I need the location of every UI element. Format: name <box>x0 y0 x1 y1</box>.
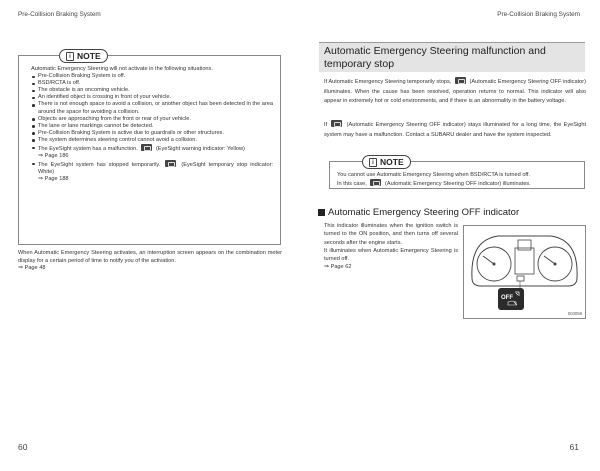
list-item: The obstacle is an oncoming vehicle. <box>31 87 273 94</box>
paragraph-text: (Automatic Emergency Steering OFF indicator) illuminates. When the cause has been resolved, operation returns to normal. This indicator will also appear in extremely hot or cold environments, and if there is an abnormality in the battery voltage. <box>324 79 586 104</box>
page-reference <box>31 176 273 183</box>
aes-off-indicator-icon <box>455 77 466 84</box>
paragraph-text: When Automatic Emergency Steering activates, an interruption screen appears on the combination meter display for a certain period of time to notify you of the activation. <box>18 250 282 264</box>
list-item-malfunction <box>31 144 273 153</box>
note-text: (Automatic Emergency Steering OFF indicator) illuminates. <box>384 181 531 188</box>
note-list <box>31 73 273 183</box>
section-heading-off-indicator <box>318 207 519 218</box>
paragraph-text: If Automatic Emergency Steering temporarily stops, <box>324 79 452 85</box>
off-indicator-description <box>324 222 458 272</box>
page-ref-text: Page 188 <box>44 176 69 183</box>
note-box-left <box>18 51 281 245</box>
note-icon: i <box>369 158 377 167</box>
section-heading-malfunction: Automatic Emergency Steering malfunction and temporary stop <box>319 42 585 72</box>
page-reference <box>31 153 273 160</box>
list-item: There is not enough space to avoid a collision, or another object has been detected in the area around the space for avoiding a collision. <box>31 101 273 115</box>
note-label: NOTE <box>380 157 404 167</box>
paragraph-text: If <box>324 122 328 128</box>
page-ref-text: Page 62 <box>330 264 352 271</box>
aes-off-indicator-icon <box>370 179 381 186</box>
page-ref-text: Page 48 <box>24 265 46 272</box>
heading-square-icon <box>318 209 325 216</box>
paragraph-text: (Automatic Emergency Steering OFF indicator) stays illuminated for a long time, the EyeSight system may have a malfunction. Contact a SUBARU dealer and have the system inspected. <box>324 122 587 138</box>
page-reference <box>324 263 458 271</box>
malfunction-paragraph-1 <box>324 77 586 107</box>
page-ref-text: Page 186 <box>44 153 69 160</box>
combination-meter-figure <box>463 225 586 319</box>
item-text: The EyeSight system has a malfunction. <box>38 146 138 153</box>
heading-text: Automatic Emergency Steering OFF indicator <box>328 207 520 218</box>
description-text: This indicator illuminates when the ignition switch is turned to the ON position, and then turns off several seconds after the engine starts. <box>324 223 458 246</box>
list-item: The lane or lane markings cannot be detected. <box>31 123 273 130</box>
note-intro: Automatic Emergency Steering will not activate in the following situations. <box>31 66 213 72</box>
aes-off-indicator-icon <box>331 120 342 127</box>
running-head-right: Pre-Collision Braking System <box>497 11 580 18</box>
figure-code: S04059 <box>567 311 582 316</box>
note-box-right <box>329 157 585 189</box>
list-item-stopped <box>31 160 273 176</box>
list-item: Objects are approaching from the front or rear of your vehicle. <box>31 116 273 123</box>
item-text: (EyeSight warning indicator: Yellow) <box>155 146 245 153</box>
arrow-icon: ⇒ <box>38 153 44 160</box>
list-item: Pre-Collision Braking System is active due to guardrails or other structures. <box>31 130 273 137</box>
note-label: NOTE <box>77 51 101 61</box>
note-line: You cannot use Automatic Emergency Steering when BSD/RCTA is turned off. <box>337 172 530 178</box>
note-body <box>31 66 273 184</box>
note-tab <box>362 155 411 169</box>
note-line <box>337 179 583 188</box>
eyesight-warning-indicator-icon <box>141 144 152 151</box>
note-text: In this case, <box>337 181 367 188</box>
item-text: (EyeSight temporary stop indicator: White) <box>38 162 273 176</box>
list-item: Pre-Collision Braking System is off. <box>31 73 273 80</box>
item-text: The EyeSight system has stopped temporarily. <box>38 162 161 169</box>
list-item: An identified object is crossing in front of your vehicle. <box>31 94 273 101</box>
list-item: BSD/RCTA is off. <box>31 80 273 87</box>
note-tab <box>59 49 108 63</box>
arrow-icon: ⇒ <box>18 265 24 272</box>
malfunction-paragraph-2 <box>324 120 586 140</box>
running-head-left: Pre-Collision Braking System <box>18 11 101 18</box>
arrow-icon: ⇒ <box>38 176 44 183</box>
arrow-icon: ⇒ <box>324 264 330 271</box>
page-number-left: 60 <box>18 442 28 452</box>
page-number-right: 61 <box>569 442 579 452</box>
eyesight-temporary-stop-indicator-icon <box>165 160 176 167</box>
off-indicator-label: OFF <box>501 295 513 301</box>
note-body <box>337 171 583 188</box>
description-text: It illuminates when Automatic Emergency Steering is turned off. <box>324 247 458 263</box>
note-icon: i <box>66 52 74 61</box>
combination-meter-illustration <box>464 226 585 318</box>
page-reference <box>18 265 282 273</box>
activation-paragraph <box>18 250 282 273</box>
list-item: The system determines steering control cannot avoid a collision. <box>31 137 273 144</box>
